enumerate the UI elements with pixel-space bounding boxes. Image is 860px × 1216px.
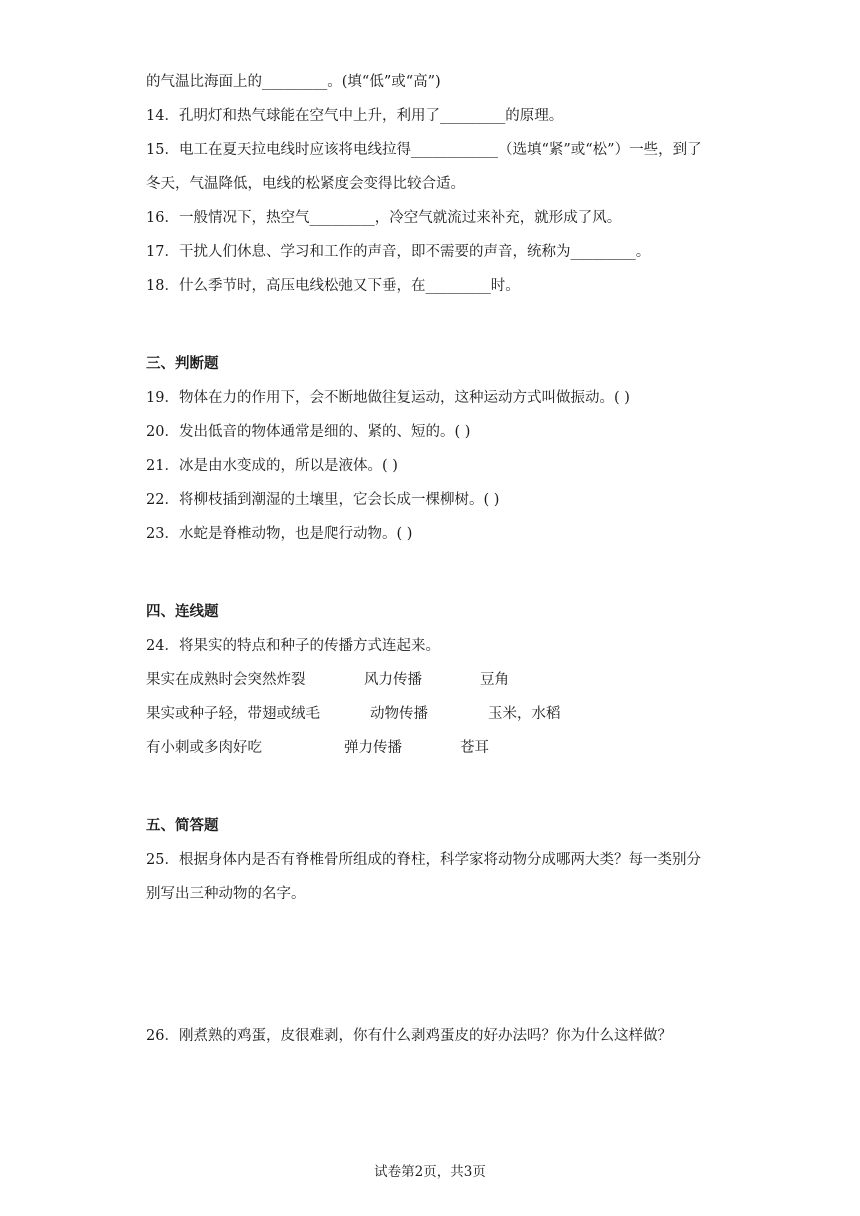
- match-mid-1: 风力传播: [364, 672, 422, 688]
- q19: 19．物体在力的作用下，会不断地做往复运动，这种运动方式叫做振动。( ): [146, 390, 630, 406]
- section-title: 四、连线题: [146, 604, 219, 620]
- match-right-2: 玉米，水稻: [488, 706, 561, 722]
- q14: 14．孔明灯和热气球能在空气中上升，利用了_________的原理。: [146, 108, 564, 124]
- match-left-3: 有小刺或多肉好吃: [146, 740, 262, 756]
- q15-line1: 15．电工在夏天拉电线时应该将电线拉得____________（选填“紧”或“松”）一些，到了: [146, 142, 702, 158]
- match-right-1: 豆角: [480, 672, 509, 688]
- q22: 22．将柳枝插到潮湿的土壤里，它会长成一棵柳树。( ): [146, 492, 500, 508]
- q21: 21．冰是由水变成的，所以是液体。( ): [146, 458, 398, 474]
- match-left-2: 果实或种子轻，带翅或绒毛: [146, 706, 320, 722]
- match-mid-2: 动物传播: [370, 706, 428, 722]
- section-title: 五、简答题: [146, 818, 219, 834]
- q24: 24．将果实的特点和种子的传播方式连起来。: [146, 638, 440, 654]
- q15-line2: 冬天，气温降低，电线的松紧度会变得比较合适。: [146, 176, 465, 192]
- q25-line2: 别写出三种动物的名字。: [146, 886, 306, 902]
- page-footer: 试卷第2页，共3页: [374, 1164, 486, 1180]
- q18: 18．什么季节时，高压电线松弛又下垂，在_________时。: [146, 278, 520, 294]
- match-left-1: 果实在成熟时会突然炸裂: [146, 672, 306, 688]
- section-title: 三、判断题: [146, 356, 219, 372]
- q20: 20．发出低音的物体通常是细的、紧的、短的。( ): [146, 424, 471, 440]
- q13-tail: 的气温比海面上的_________。(填“低”或“高”): [146, 74, 441, 90]
- q17: 17．干扰人们休息、学习和工作的声音，即不需要的声音，统称为_________。: [146, 244, 651, 260]
- q23: 23．水蛇是脊椎动物，也是爬行动物。( ): [146, 526, 413, 542]
- match-right-3: 苍耳: [460, 740, 489, 756]
- q26: 26．刚煮熟的鸡蛋，皮很难剥，你有什么剥鸡蛋皮的好办法吗？你为什么这样做？: [146, 1028, 672, 1044]
- q25-line1: 25．根据身体内是否有脊椎骨所组成的脊柱，科学家将动物分成哪两大类？每一类别分: [146, 852, 701, 868]
- q16: 16．一般情况下，热空气_________，冷空气就流过来补充，就形成了风。: [146, 210, 622, 226]
- match-mid-3: 弹力传播: [344, 740, 402, 756]
